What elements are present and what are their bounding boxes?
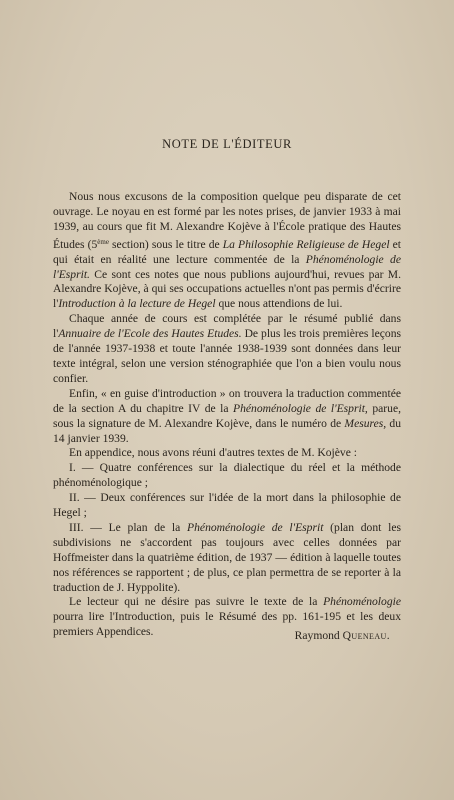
text-run: parue, sous la signature de M. Alexandre Kojève, dans le numéro de (53, 401, 401, 430)
text-run: (plan dont les subdivisions ne s'accordent pas toujours avec celles données par Hoffmeister dans la quatrième édition, de 1937 — édition à laquelle toutes nos références se rapportent ; de plus, ce plan permettra de se reporter à la traduction de J. Hyppolite). (53, 520, 401, 594)
italic-text: Phénoménologie de l'Esprit, (233, 401, 368, 415)
signature-first-name: Raymond (294, 629, 340, 642)
text-run: I. — Quatre conférences sur la dialectique du réel et la méthode phénoménologique ; (53, 461, 401, 490)
text-run: et qui était en réalité une lecture commentée de la (53, 237, 402, 266)
italic-text: Annuaire de l'Ecole des Hautes Etudes. (58, 327, 242, 341)
text-run: Nous nous excusons de la composition quelque peu disparate de cet ouvrage. Le noyau en est formé par les notes prises, de janvier 1933 à mai 1939, au cours que fit M. Alexandre Kojève à l'École pratique des Hautes Études (5 (53, 190, 401, 251)
text-run: pourra lire l'Introduction, puis le Résumé des pp. 161-195 et les deux premiers Appendices. (53, 610, 401, 639)
list-item (53, 491, 401, 521)
text-run: Le lecteur qui ne désire pas suivre le texte de la (69, 595, 324, 609)
paragraph (53, 446, 401, 461)
text-run: III. — Le plan de la (69, 520, 188, 534)
paragraph (53, 312, 401, 387)
list-item (53, 461, 401, 491)
text-run: du 14 janvier 1939. (53, 416, 402, 445)
text-run: section) sous le titre de (108, 237, 223, 251)
italic-text: Phénoménologie de l'Esprit. (53, 252, 401, 281)
italic-text: Introduction à la lecture de Hegel (58, 297, 216, 311)
superscript: ème (97, 237, 109, 246)
text-run: En appendice, nous avons réuni d'autres textes de M. Kojève : (69, 446, 357, 460)
italic-text: La Philosophie Religieuse de Hegel (222, 237, 390, 251)
text-run: Ce sont ces notes que nous publions aujourd'hui, revues par M. Alexandre Kojève, à qui ses occupations actuelles n'ont pas permis d'écrire l' (53, 267, 401, 311)
signature-last-name: Queneau. (342, 629, 390, 642)
page-title: NOTE DE L'ÉDITEUR (162, 137, 292, 151)
italic-text: Phénoménologie de l'Esprit (187, 520, 324, 534)
paragraph (53, 190, 401, 312)
text-run: que nous attendions de lui. (215, 297, 343, 311)
text-run: Enfin, « en guise d'introduction » on trouvera la traduction commentée de la section A du chapitre IV de la (53, 386, 401, 415)
italic-text: Phénoménologie (323, 595, 401, 609)
text-run: De plus les trois premières leçons de l'année 1937-1938 et toute l'année 1938-1939 sont données dans leur texte intégral, selon une version sténographiée que l'on a bien voulu nous confier. (53, 327, 402, 385)
signature (295, 629, 390, 642)
list-item (53, 521, 401, 596)
text-run: II. — Deux conférences sur l'idée de la mort dans la philosophie de Hegel ; (53, 491, 401, 520)
text-run: Chaque année de cours est complétée par le résumé publié dans l' (53, 312, 401, 341)
editor-note-body (53, 190, 401, 640)
paragraph (53, 387, 401, 447)
italic-text: Mesures, (344, 416, 387, 430)
